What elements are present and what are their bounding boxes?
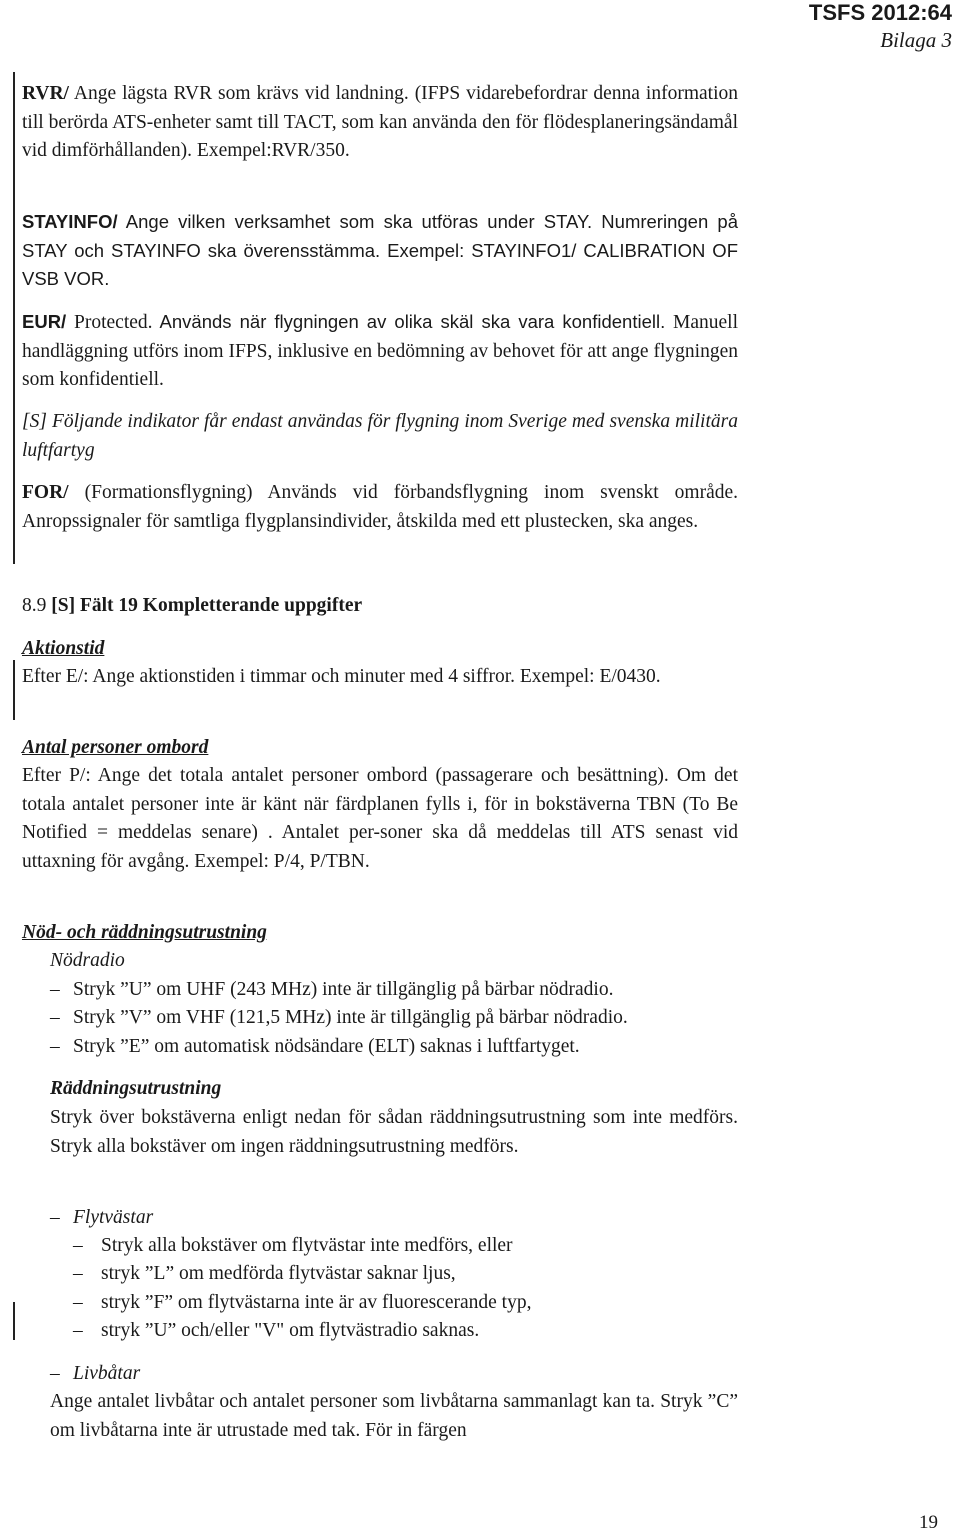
eur-text2: Används när flygningen av olika skäl ska vara konfidentiell. [152,311,666,332]
section-heading [22,592,738,621]
list-dash: – [50,1036,60,1057]
antal-text: Efter P/: Ange det totala antalet personer ombord (passagerare och besättning). Om det totala antalet personer inte är känt när färdplanen fylls i, för in bokstäverna TBN (To Be Notified = meddelas senare) . Antalet per-soner ska då meddelas till ATS senast vid uttaxning för avgång. Exempel: P/4, P/TBN. [22,765,738,873]
stayinfo-paragraph [22,208,738,294]
flyt-heading: Flytvästar [73,1207,154,1228]
list-dash: – [50,1363,60,1384]
list-dash: – [50,1207,60,1228]
change-bar [13,660,15,720]
flyt-item: stryk ”F” om flytvästarna inte är av fluorescerande typ, [101,1292,532,1313]
liv-heading: Livbåtar [73,1363,141,1384]
list-dash: – [50,1007,60,1028]
eur-text1: Protected. [66,312,153,333]
nod-item-e: Stryk ”E” om automatisk nödsändare (ELT) saknas i luftfartyget. [73,1036,580,1057]
antal-heading: Antal personer ombord [22,737,209,758]
aktionstid-text: Efter E/: Ange aktionstiden i timmar och minuter med 4 siffror. Exempel: E/0430. [22,666,661,687]
section-title: [S] Fält 19 Kompletterande uppgifter [46,595,363,616]
nod-subheading: Nödradio [50,950,125,971]
list-dash: – [73,1263,83,1284]
header-sub: Bilaga 3 [880,28,952,52]
list-dash: – [73,1292,83,1313]
rvr-key: RVR/ [22,83,69,104]
flyt-item: Stryk alla bokstäver om flytvästar inte medförs, eller [101,1235,513,1256]
nod-item-u: Stryk ”U” om UHF (243 MHz) inte är tillgänglig på bärbar nödradio. [73,979,614,1000]
eur-key: EUR/ [22,311,67,332]
radd-heading: Räddningsutrustning [50,1078,222,1099]
nod-item-v: Stryk ”V” om VHF (121,5 MHz) inte är tillgänglig på bärbar nödradio. [73,1007,628,1028]
change-bar [13,72,15,564]
nod-heading: Nöd- och räddningsutrustning [22,922,267,943]
stayinfo-key: STAYINFO/ [22,211,118,232]
list-dash: – [73,1235,83,1256]
s-note: [S] Följande indikator får endast användas för flygning inom Sverige med svenska militära luftfartyg [22,411,738,461]
liv-text: Ange antalet livbåtar och antalet personer som livbåtarna sammanlagt kan ta. Stryk ”C” om livbåtarna inte är utrustade med tak. För in färgen [50,1391,738,1441]
flyt-item: stryk ”L” om medförda flytvästar saknar ljus, [101,1263,456,1284]
change-bar [13,1302,15,1340]
header-ref: TSFS 2012:64 [808,0,952,25]
for-key: FOR/ [22,482,69,503]
eur-paragraph [22,308,738,395]
aktionstid-heading: Aktionstid [22,638,105,659]
stayinfo-text: Ange vilken verksamhet som ska utföras under STAY. Numreringen på STAY och STAYINFO ska överensstämma. [22,211,738,261]
section-number: 8.9 [22,595,47,616]
rvr-text: Ange lägsta RVR som krävs vid landning. (IFPS vidarebefordrar denna information till berörda ATS-enheter samt till TACT, som kan använda den för flödesplaneringsändamål vid dimförhållanden). Exempel:RVR/350. [22,83,738,162]
for-paragraph [22,479,738,536]
eur-text3: Manuell handläggning utförs inom IFPS, inklusive en bedömning av behovet för att ange flygningen som konfidentiell. [22,312,739,391]
list-dash: – [50,979,60,1000]
page-number: 19 [919,1512,938,1533]
list-dash: – [73,1320,83,1341]
for-text: (Formationsflygning) Används vid förbandsflygning inom svenskt område. Anropssignaler för samtliga flygplansindivider, åtskilda med ett plustecken, ska anges. [22,482,738,532]
stayinfo-example: Exempel: STAYINFO1/ CALIBRATION OF VSB VOR. [22,239,738,290]
rvr-paragraph [22,80,738,166]
flyt-item: stryk ”U” och/eller "V" om flytvästradio saknas. [101,1320,480,1341]
radd-text: Stryk över bokstäverna enligt nedan för sådan räddningsutrustning som inte medförs. Stryk alla bokstäver om ingen räddningsutrustning medförs. [50,1107,738,1157]
